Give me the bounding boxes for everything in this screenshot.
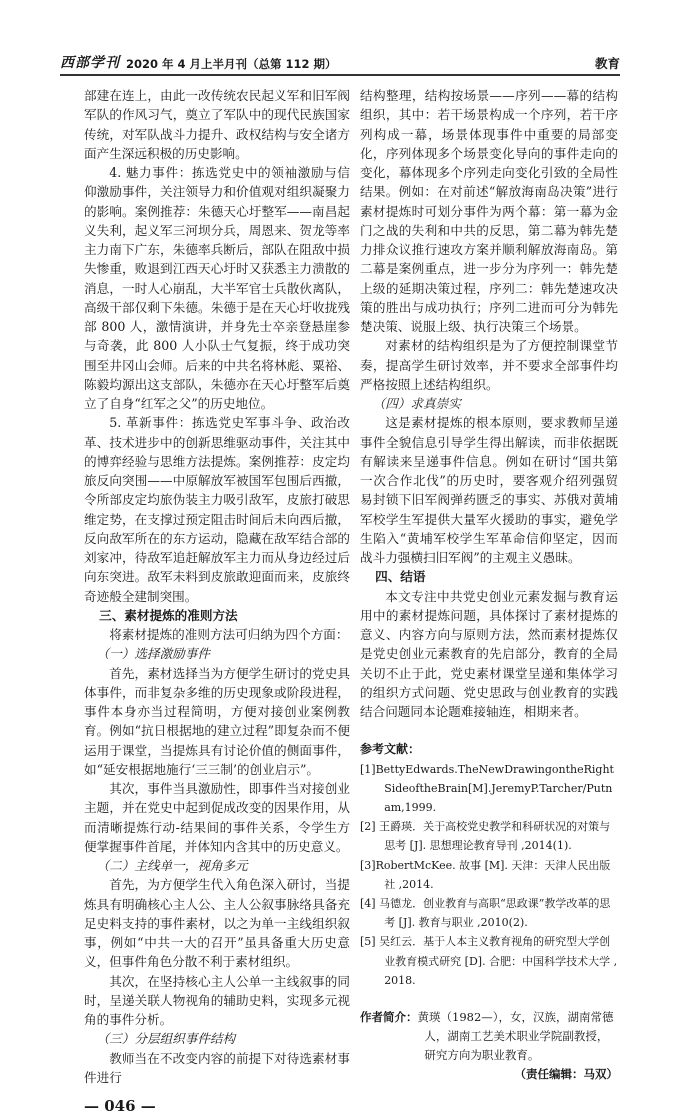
paragraph: 5. 革新事件：拣选党史军事斗争、政治改革、技术进步中的创新思维驱动事件，关注其中的博弈经验与思维方法提炼。案例推荐：皮定均旅反向突围——中原解放军被国军包围后西撤，令所部皮定均旅伪装主力吸引敌军，皮旅打破思维定势，在支撑过预定阻击时间后未向西后撤，反向敌军所在的东方运动，隐藏在敌军结合部的刘家冲，待敌军追赶解放军主力而从身边经过后向东突进。敌军未料到皮旅敢迎面而来，皮旅终奇迹般全建制突围。 [84, 415, 350, 604]
left-column [84, 86, 350, 1116]
author-bio-text: 黄瑛（1982—），女，汉族，湖南常德人，湖南工艺美术职业学院副教授，研究方向为职业教育。 [417, 1009, 614, 1062]
section-heading: 三、素材提炼的准则方法 [99, 607, 238, 623]
reference-item: [3]RobertMcKee. 故事 [M]. 天津：天津人民出版社 ,2014. [360, 858, 611, 891]
subsection-heading: （二）主线单一，视角多元 [96, 858, 248, 873]
section-label: 教育 [594, 56, 620, 71]
reference-item: [1]BettyEdwards.TheNewDrawingontheRightSideoftheBrain[M].JeremyP.Tarcher/Putnam,1999. [360, 762, 614, 814]
page-number: — 046 — [84, 1097, 156, 1115]
paragraph: 其次，在坚持核心主人公单一主线叙事的同时，呈递关联人物视角的辅助史料，实现多元视角的事件分析。 [84, 973, 350, 1027]
paragraph: 首先，素材选择当为方便学生研讨的党史具体事件，而非复杂多维的历史现象或阶段进程，事件本身亦当过程简明，方便对接创业案例教育。例如“抗日根据地的建立过程”即复杂而不便运用于课堂，当提炼具有讨论价值的侧面事件，如“延安根据地施行‘三三制’的创业启示”。 [84, 665, 350, 777]
paragraph: 本文专注中共党史创业元素发掘与教育运用中的素材提炼问题，具体探讨了素材提炼的意义、内容方向与原则方法，然而素材提炼仅是党史创业元素教育的先启部分，教育的全局关切不止于此，党史素材课堂呈递和集体学习的组织方式问题、党史思政与创业教育的实践结合问题同本论题难接轴连，相期来者。 [360, 588, 618, 719]
references-heading: 参考文献： [360, 742, 421, 757]
reference-item: [4] 马德龙．创业教育与高职“思政课”教学改革的思考 [J]. 教育与职业 ,2010(2). [360, 896, 611, 930]
reference-item: [2] 王爵瑛．关于高校党史教学和科研状况的对策与思考 [J]. 思想理论教育导刊 ,2014(1). [360, 820, 611, 853]
paragraph: 教师当在不改变内容的前提下对待选素材事件进行 [84, 1050, 350, 1085]
section-heading: 四、结语 [375, 569, 426, 585]
author-bio-label: 作者简介： [360, 1009, 418, 1024]
paragraph: 其次，事件当具激励性，即事件当对接创业主题，并在党史中起到促成改变的因果作用，从而清晰提炼行动-结果间的事件关系，令学生方便掌握事件首尾，并体知内含其中的历史意义。 [84, 781, 350, 854]
subsection-heading: （四）求真崇实 [372, 396, 461, 411]
paragraph: 4. 魅力事件：拣选党史中的领袖激励与信仰激励事件，关注领导力和价值观对组织凝聚力的影响。案例推荐：朱德天心圩整军——南昌起义失利，起义军三河坝分兵，周恩来、贺龙等率主力南下广东，朱德率兵断后，部队在阻敌中损失惨重，败退到江西天心圩时又获悉主力溃散的消息，一时人心崩乱，大半军官士兵散伙离队，高级干部仅剩下朱德。朱德于是在天心圩收拢残部 800 人，激情演讲，并身先士卒亲登悬崖参与奇袭，此 800 人小队士气复振，终于成功突围至井冈山会师。后来的中共名将林彪、粟裕、陈毅均源出这支部队，朱德亦在天心圩整军后奠立了自身“红军之父”的历史地位。 [84, 165, 350, 411]
paragraph: 这是素材提炼的根本原则，要求教师呈递事件全貌信息引导学生得出解读，而非依据既有解读来呈递事件信息。例如在研讨“国共第一次合作北伐”的历史时，要客观介绍列强贸易封锁下旧军阀弹药匮乏的事实、苏俄对黄埔军校学生军提供大量军火援助的事实，避免学生陷入“黄埔军校学生军革命信仰坚定，因而战斗力强横扫旧军阀”的主观主义愚昧。 [360, 415, 618, 565]
right-column [360, 86, 618, 1084]
paragraph: 结构整理，结构按场景——序列——幕的结构组织，其中：若干场景构成一个序列，若干序列构成一幕，场景体现事件中重要的局部变化，序列体现多个场景变化导向的事件走向的变化，幕体现多个序列走向变化引致的全局性结果。例如：在对前述“解放海南岛决策”进行素材提炼时可划分事件为两个幕：第一幕为金门之战的失利和中共的反思，第二幕为韩先楚力排众议推行速攻方案并顺利解放海南岛。第二幕是案例重点，进一步分为序列一：韩先楚上级的延期决策过程，序列二：韩先楚速攻决策的胜出与成功执行；序列二进而可分为韩先楚决策、说服上级、执行决策三个场景。 [360, 88, 618, 334]
journal-logo: 西部学刊 [60, 55, 120, 71]
paragraph: 对素材的结构组织是为了方便控制课堂节奏，提高学生研讨效率，并不要求全部事件均严格按照上述结构组织。 [360, 338, 618, 392]
issue-info: 2020 年 4 月上半月刊（总第 112 期） [126, 57, 337, 71]
reference-item: [5] 吴红云．基于人本主义教育视角的研究型大学创业教育模式研究 [D]. 合肥：中国科学技术大学 ,2018. [360, 935, 618, 987]
author-bio [360, 1008, 618, 1065]
paragraph: 首先，为方便学生代入角色深入研讨，当提炼具有明确核心主人公、主人公叙事脉络具备充足史料支持的事件素材，以之为单一主线组织叙事，例如“中共一大的召开”虽具备重大历史意义，但事件角色分散不利于素材组织。 [84, 877, 350, 970]
subsection-heading: （一）选择激励事件 [96, 646, 210, 662]
subsection-heading: （三）分层组织事件结构 [96, 1031, 236, 1047]
paragraph: 部建在连上，由此一改传统农民起义军和旧军阀军队的作风习气，奠立了军队中的现代民族国家传统，对军队战斗力提升、政权结构与安全诸方面产生深远积极的历史影响。 [84, 88, 350, 161]
paragraph: 将素材提炼的准则方法可归纳为四个方面： [109, 627, 349, 642]
running-header [60, 52, 620, 76]
responsible-editor: （责任编辑：马双） [514, 1066, 618, 1081]
